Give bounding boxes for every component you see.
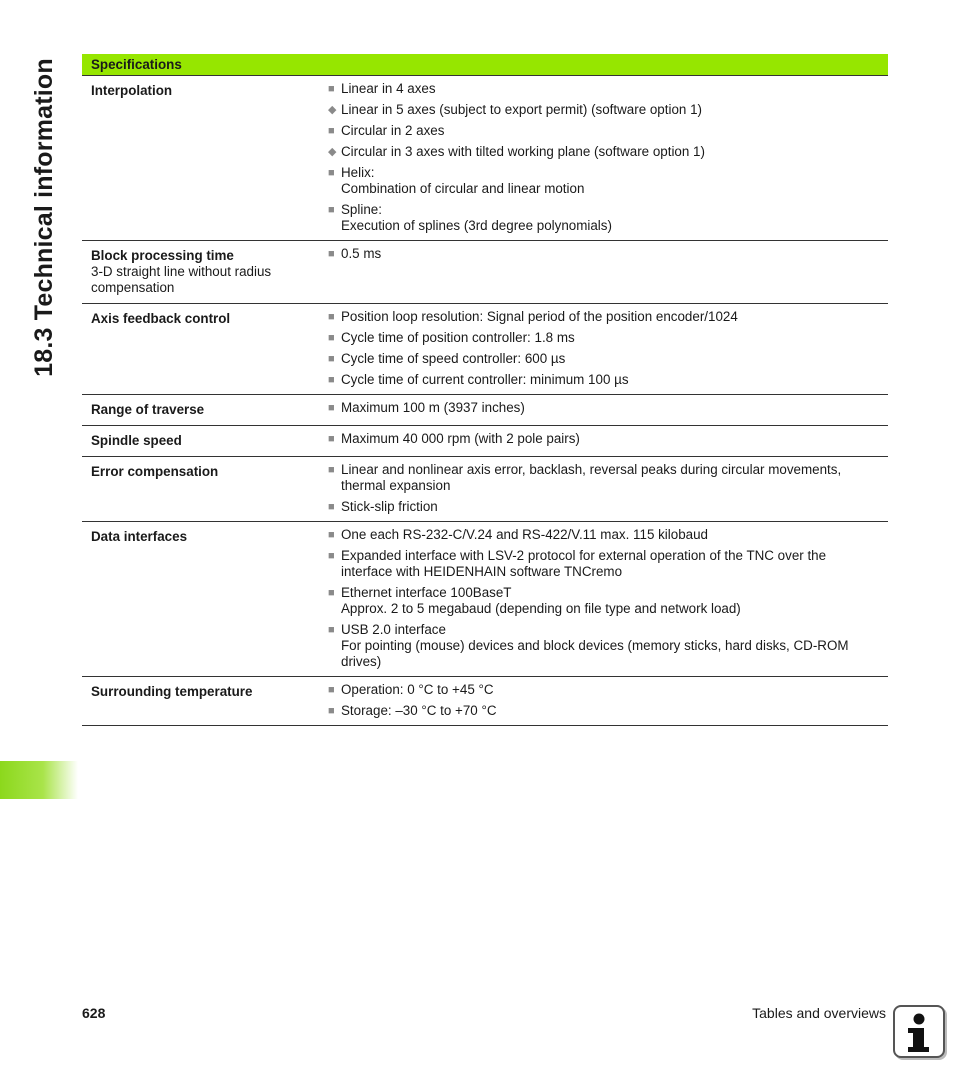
square-bullet-icon bbox=[328, 548, 341, 580]
square-bullet-icon bbox=[328, 585, 341, 617]
list-item bbox=[328, 81, 880, 97]
table-row bbox=[82, 395, 888, 426]
specifications-table bbox=[82, 54, 888, 726]
chapter-tab-marker bbox=[0, 761, 78, 799]
spec-values-cell bbox=[319, 426, 888, 457]
spec-values-cell bbox=[319, 76, 888, 241]
spec-label-cell bbox=[82, 677, 319, 726]
list-item bbox=[328, 351, 880, 367]
list-item bbox=[328, 165, 880, 197]
list-item bbox=[328, 400, 880, 416]
square-bullet-icon bbox=[328, 622, 341, 670]
spec-label-cell bbox=[82, 241, 319, 304]
list-item bbox=[328, 682, 880, 698]
square-bullet-icon bbox=[328, 330, 341, 346]
square-bullet-icon bbox=[328, 165, 341, 197]
table-row bbox=[82, 76, 888, 241]
list-item bbox=[328, 499, 880, 515]
spec-values-cell bbox=[319, 395, 888, 426]
list-item-text: Cycle time of speed controller: 600 µs bbox=[341, 351, 566, 366]
spec-label: Range of traverse bbox=[91, 402, 205, 417]
spec-label: Surrounding temperature bbox=[91, 684, 253, 699]
info-icon bbox=[893, 1005, 945, 1058]
list-item-text: Maximum 40 000 rpm (with 2 pole pairs) bbox=[341, 431, 580, 446]
list-item-text: Circular in 3 axes with tilted working plane (software option 1) bbox=[341, 144, 705, 159]
list-item-text: Storage: –30 °C to +70 °C bbox=[341, 703, 497, 718]
list-item bbox=[328, 330, 880, 346]
list-item bbox=[328, 123, 880, 139]
list-item bbox=[328, 527, 880, 543]
list-item-text: Stick-slip friction bbox=[341, 499, 438, 514]
list-item-text: Spline: Execution of splines (3rd degree polynomials) bbox=[341, 202, 612, 233]
spec-label-cell bbox=[82, 457, 319, 522]
list-item-text: USB 2.0 interface For pointing (mouse) devices and block devices (memory sticks, hard disks, CD-ROM drives) bbox=[341, 622, 849, 669]
table-body bbox=[82, 76, 888, 726]
spec-sublabel: 3-D straight line without radius compensation bbox=[91, 264, 272, 295]
square-bullet-icon bbox=[328, 499, 341, 515]
table-row bbox=[82, 522, 888, 677]
table-row bbox=[82, 426, 888, 457]
square-bullet-icon bbox=[328, 682, 341, 698]
spec-label: Interpolation bbox=[91, 83, 173, 98]
list-item-text: Ethernet interface 100BaseT Approx. 2 to 5 megabaud (depending on file type and network load) bbox=[341, 585, 741, 616]
spec-label: Block processing time bbox=[91, 248, 234, 263]
table-header: Specifications bbox=[82, 54, 888, 76]
spec-values-cell bbox=[319, 522, 888, 677]
square-bullet-icon bbox=[328, 703, 341, 719]
list-item-text: Position loop resolution: Signal period of the position encoder/1024 bbox=[341, 309, 738, 324]
list-item-text: Linear and nonlinear axis error, backlash, reversal peaks during circular movements, thermal expansion bbox=[341, 462, 842, 493]
footer-section-title: Tables and overviews bbox=[752, 1005, 886, 1021]
list-item bbox=[328, 372, 880, 388]
list-item bbox=[328, 548, 880, 580]
spec-label-cell bbox=[82, 395, 319, 426]
list-item-text: Cycle time of position controller: 1.8 ms bbox=[341, 330, 575, 345]
square-bullet-icon bbox=[328, 81, 341, 97]
list-item bbox=[328, 309, 880, 325]
table-row bbox=[82, 457, 888, 522]
list-item-text: Circular in 2 axes bbox=[341, 123, 445, 138]
list-item-text: 0.5 ms bbox=[341, 246, 382, 261]
spec-label-cell bbox=[82, 304, 319, 395]
square-bullet-icon bbox=[328, 351, 341, 367]
square-bullet-icon bbox=[328, 372, 341, 388]
square-bullet-icon bbox=[328, 527, 341, 543]
list-item bbox=[328, 622, 880, 670]
square-bullet-icon bbox=[328, 123, 341, 139]
list-item-text: Cycle time of current controller: minimum 100 µs bbox=[341, 372, 629, 387]
list-item bbox=[328, 585, 880, 617]
table-row bbox=[82, 677, 888, 726]
diamond-bullet-icon bbox=[328, 144, 341, 160]
list-item bbox=[328, 462, 880, 494]
table-row bbox=[82, 304, 888, 395]
spec-values-cell bbox=[319, 457, 888, 522]
spec-values-cell bbox=[319, 304, 888, 395]
list-item bbox=[328, 102, 880, 118]
square-bullet-icon bbox=[328, 462, 341, 494]
square-bullet-icon bbox=[328, 400, 341, 416]
spec-label: Error compensation bbox=[91, 464, 219, 479]
spec-label: Data interfaces bbox=[91, 529, 188, 544]
square-bullet-icon bbox=[328, 202, 341, 234]
square-bullet-icon bbox=[328, 431, 341, 447]
list-item bbox=[328, 246, 880, 262]
spec-label: Axis feedback control bbox=[91, 311, 231, 326]
spec-label-cell bbox=[82, 522, 319, 677]
spec-values-cell bbox=[319, 677, 888, 726]
diamond-bullet-icon bbox=[328, 102, 341, 118]
square-bullet-icon bbox=[328, 309, 341, 325]
list-item bbox=[328, 703, 880, 719]
list-item bbox=[328, 431, 880, 447]
list-item-text: Maximum 100 m (3937 inches) bbox=[341, 400, 525, 415]
list-item-text: Operation: 0 °C to +45 °C bbox=[341, 682, 494, 697]
list-item-text: Linear in 5 axes (subject to export permit) (software option 1) bbox=[341, 102, 702, 117]
list-item-text: Helix: Combination of circular and linear motion bbox=[341, 165, 585, 196]
table-row bbox=[82, 241, 888, 304]
spec-values-cell bbox=[319, 241, 888, 304]
spec-label-cell bbox=[82, 426, 319, 457]
page-number: 628 bbox=[82, 1005, 106, 1021]
list-item-text: Expanded interface with LSV-2 protocol for external operation of the TNC over the interface with HEIDENHAIN software TNCremo bbox=[341, 548, 827, 579]
chapter-side-heading-text: 18.3 Technical information bbox=[29, 57, 58, 377]
list-item bbox=[328, 202, 880, 234]
list-item bbox=[328, 144, 880, 160]
square-bullet-icon bbox=[328, 246, 341, 262]
list-item-text: One each RS-232-C/V.24 and RS-422/V.11 max. 115 kilobaud bbox=[341, 527, 708, 542]
spec-label: Spindle speed bbox=[91, 433, 182, 448]
chapter-side-heading bbox=[24, 52, 64, 382]
list-item-text: Linear in 4 axes bbox=[341, 81, 436, 96]
spec-label-cell bbox=[82, 76, 319, 241]
